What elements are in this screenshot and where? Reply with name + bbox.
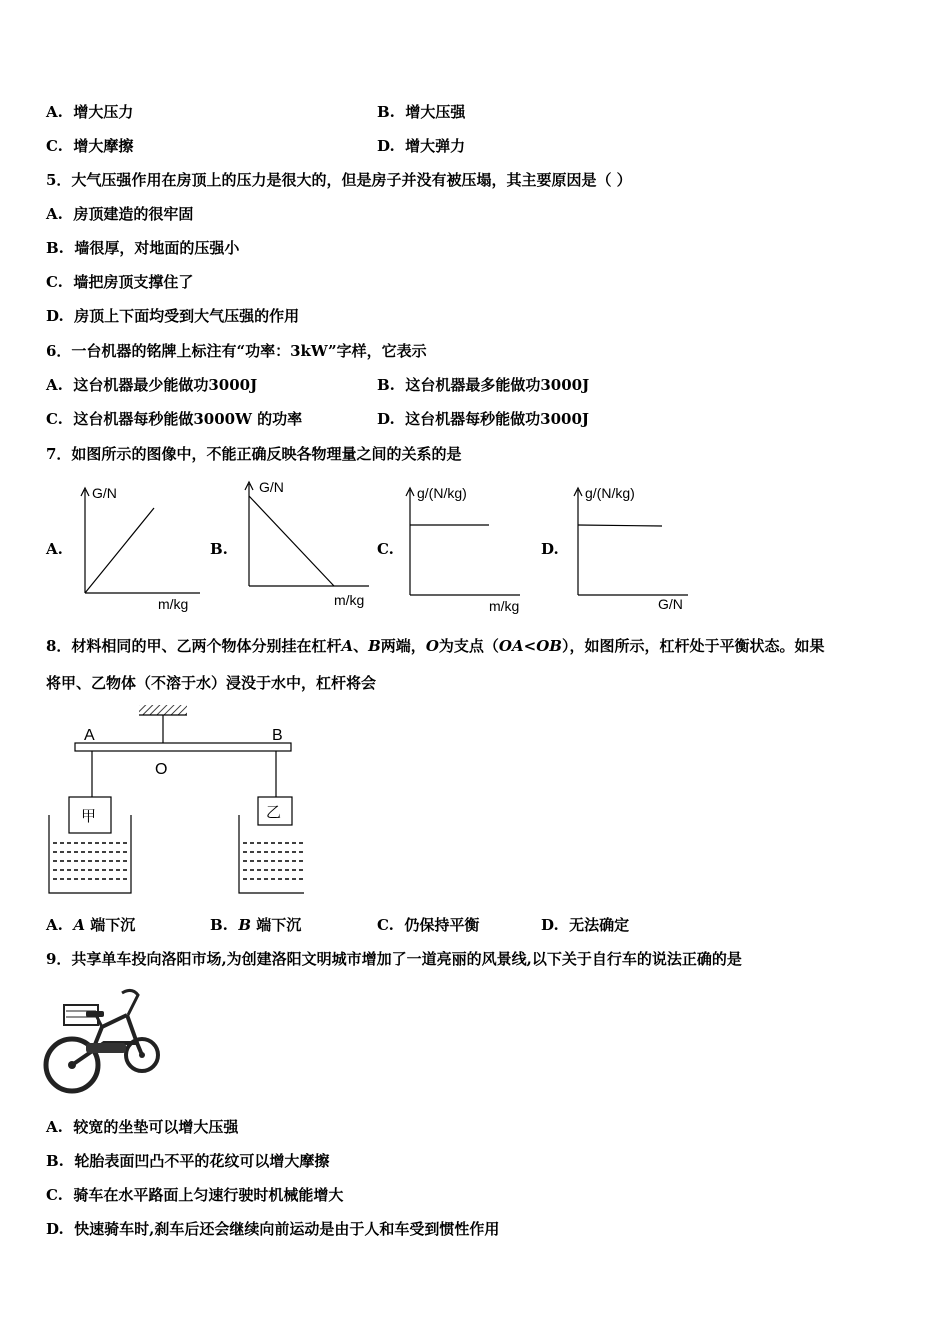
graph-b-line — [249, 496, 334, 586]
right-beaker — [239, 815, 304, 893]
q4-option-d: D. 增大弹力 — [377, 137, 466, 155]
graph-d-line — [578, 525, 662, 526]
q7-graph-a-letter: A. — [46, 540, 63, 558]
bicycle-image — [42, 985, 167, 1100]
q8-option-a: A. A 端下沉 — [46, 916, 136, 934]
q7-graph-b — [234, 474, 374, 618]
q7-stem: 7．如图所示的图像中，不能正确反映各物理量之间的关系的是 — [46, 445, 462, 463]
q9-option-a: A. 较宽的坐垫可以增大压强 — [46, 1118, 239, 1136]
q4-option-b: B. 增大压强 — [377, 103, 466, 121]
q8-stem-line2: 将甲、乙物体（不溶于水）浸没于水中，杠杆将会 — [46, 674, 377, 692]
right-water — [243, 843, 304, 879]
q7-graph-c-letter: C. — [377, 540, 394, 558]
graph-a-ylabel: G/N — [92, 485, 117, 501]
q7-graph-b-letter: B. — [210, 540, 228, 558]
q6-option-d: D. 这台机器每秒能做功3000J — [377, 410, 590, 428]
q5-option-a: A. 房顶建造的很牢固 — [46, 205, 194, 223]
q9-option-b: B. 轮胎表面凹凸不平的花纹可以增大摩擦 — [46, 1152, 330, 1170]
bicycle-handlebar — [122, 990, 138, 1015]
block-jia-label: 甲 — [81, 807, 97, 825]
q8-option-d: D. 无法确定 — [541, 916, 630, 934]
graph-b-ylabel: G/N — [259, 479, 284, 495]
graph-a-line — [85, 508, 154, 593]
q9-stem: 9．共享单车投向洛阳市场,为创建洛阳文明城市增加了一道亮丽的风景线,以下关于自行车的说法正确的是 — [46, 950, 742, 968]
q8-option-c: C. 仍保持平衡 — [377, 916, 480, 934]
q5-option-c: C. 墙把房顶支撑住了 — [46, 273, 194, 291]
q4-option-a: A. 增大压力 — [46, 103, 134, 121]
bicycle-seat — [86, 1011, 104, 1017]
left-water — [53, 843, 128, 879]
ceiling-hatch — [139, 705, 187, 715]
lever-bar — [75, 743, 291, 751]
graph-c-xlabel: m/kg — [489, 598, 520, 614]
graph-d-ylabel: g/(N/kg) — [585, 485, 635, 501]
q6-option-c: C. 这台机器每秒能做3000W 的功率 — [46, 410, 303, 428]
q7-graph-d — [563, 478, 703, 618]
q8-option-b: B. B 端下沉 — [210, 916, 302, 934]
label-a: A — [84, 727, 95, 744]
q6-option-b: B. 这台机器最多能做功3000J — [377, 376, 590, 394]
q7-graph-d-letter: D. — [541, 540, 559, 558]
graph-c-ylabel: g/(N/kg) — [417, 485, 467, 501]
q9-option-c: C. 骑车在水平路面上匀速行驶时机械能增大 — [46, 1186, 344, 1204]
label-o: O — [155, 761, 168, 778]
q5-stem: 5．大气压强作用在房顶上的压力是很大的，但是房子并没有被压塌，其主要原因是（ ） — [46, 171, 632, 189]
q5-option-d: D. 房顶上下面均受到大气压强的作用 — [46, 307, 300, 325]
q4-option-c: C. 增大摩擦 — [46, 137, 134, 155]
graph-a-xlabel: m/kg — [158, 596, 189, 612]
graph-d-xlabel: G/N — [658, 596, 683, 612]
q8-lever-figure — [44, 700, 304, 900]
q5-option-b: B. 墙很厚，对地面的压强小 — [46, 239, 240, 257]
q7-graph-c — [395, 478, 535, 618]
graph-b-xlabel: m/kg — [334, 592, 365, 608]
q7-graph-a — [70, 478, 210, 618]
label-b: B — [272, 727, 283, 744]
q6-option-a: A. 这台机器最少能做功3000J — [46, 376, 258, 394]
block-yi-label: 乙 — [266, 803, 282, 821]
q6-stem: 6．一台机器的铭牌上标注有“功率：3kW”字样，它表示 — [46, 342, 427, 360]
q8-stem-line1: 8．材料相同的甲、乙两个物体分别挂在杠杆A、B两端，O为支点（OA<OB），如图所示，杠杆处于平衡状态。如果 — [46, 637, 825, 655]
q9-option-d: D. 快速骑车时,刹车后还会继续向前运动是由于人和车受到惯性作用 — [46, 1220, 500, 1238]
